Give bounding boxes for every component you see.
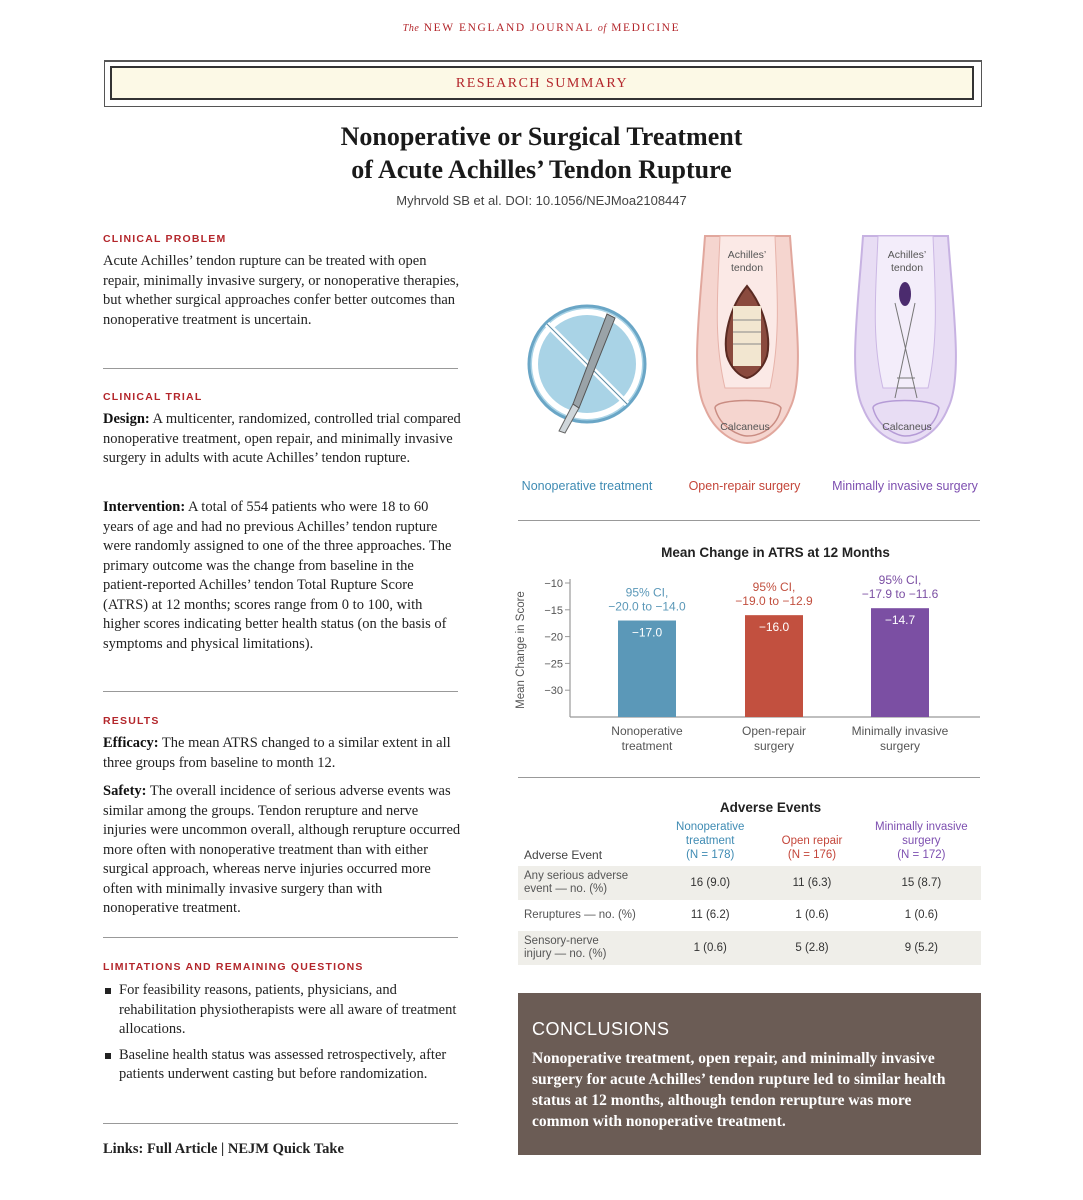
limitations-heading: LIMITATIONS AND REMAINING QUESTIONS [103, 961, 364, 973]
journal-masthead [0, 22, 1083, 34]
ci-label: −20.0 to −14.0 [608, 599, 686, 614]
y-tick-label: −30 [544, 685, 563, 698]
ae-col-header: Adverse Event [524, 848, 603, 862]
results-heading: RESULTS [103, 715, 160, 727]
x-tick-label: surgery [879, 739, 921, 753]
design-label: Design: [103, 411, 150, 427]
journal-the: The [402, 23, 420, 34]
links-label: Links: [103, 1141, 144, 1157]
page-title [0, 120, 1083, 186]
ae-col-text: treatment [685, 835, 735, 847]
y-tick-label: −25 [544, 658, 563, 671]
limitations-list [103, 981, 461, 1091]
minimally-invasive-label: Minimally invasive surgery [832, 479, 978, 493]
x-tick-label: Open-repair [741, 724, 807, 738]
ae-col-minimally-invasive [862, 820, 981, 866]
ae-event [518, 931, 658, 966]
open-repair-label: Open-repair surgery [688, 479, 801, 493]
title-line-2: of Acute Achilles’ Tendon Rupture [351, 155, 732, 184]
y-tick-label: −15 [544, 604, 563, 617]
ae-value: 16 (9.0) [658, 866, 762, 901]
treatment-illustrations [515, 228, 985, 478]
divider [103, 1123, 458, 1124]
adverse-events-title: Adverse Events [719, 800, 822, 815]
nonoperative-label: Nonoperative treatment [521, 479, 653, 493]
efficacy-paragraph [103, 734, 461, 773]
design-text: A multicenter, randomized, controlled trial compared nonoperative treatment, open repair, and minimally invasive surgery in adults with acute Achilles’ tendon rupture. [103, 411, 461, 466]
conclusions-heading: CONCLUSIONS [532, 1019, 670, 1039]
conclusions-text: Nonoperative treatment, open repair, and minimally invasive surgery for acute Achilles’ tendon rupture led to similar health status at 12 months, although tendon rerupture was more common with nonoperative treatment. [532, 1050, 946, 1130]
divider [103, 368, 458, 369]
conclusions-box [518, 993, 981, 1155]
safety-label: Safety: [103, 783, 147, 799]
ae-value: 9 (5.2) [862, 931, 981, 966]
efficacy-label: Efficacy: [103, 735, 159, 751]
ci-label: 95% CI, [752, 580, 796, 595]
chart-title: Mean Change in ATRS at 12 Months [661, 545, 890, 560]
tendon-label-open-2: tendon [730, 262, 764, 274]
ae-col-text: (N = 178) [686, 849, 735, 861]
ae-col-nonoperative [658, 820, 762, 866]
calcaneus-label-open: Calcaneus [720, 421, 770, 433]
table-row [518, 931, 981, 966]
nonoperative-illustration [529, 306, 645, 433]
table-row [518, 901, 981, 931]
y-tick-label: −10 [544, 578, 563, 590]
clinical-problem-heading: CLINICAL PROBLEM [103, 233, 227, 245]
y-axis-label: Mean Change in Score [515, 591, 527, 709]
intervention-label: Intervention: [103, 499, 186, 515]
tendon-label-mis-2: tendon [890, 262, 924, 274]
minimally-invasive-illustration [855, 236, 956, 443]
ae-value: 5 (2.8) [762, 931, 861, 966]
full-article-link[interactable]: Full Article [146, 1141, 218, 1157]
ci-label: 95% CI, [625, 585, 669, 600]
journal-name-2: MEDICINE [611, 22, 681, 34]
x-tick-label: treatment [621, 739, 673, 753]
tendon-label-open-1: Achilles’ [727, 249, 767, 261]
x-tick-label: Nonoperative [611, 724, 683, 738]
title-line-1: Nonoperative or Surgical Treatment [340, 122, 743, 151]
intervention-paragraph [103, 498, 461, 654]
ae-col-text: (N = 172) [897, 849, 946, 861]
ae-event [518, 901, 658, 931]
ae-event-text: Sensory-nerve [524, 935, 599, 947]
list-item: Baseline health status was assessed retrospectively, after patients underwent casting but before randomization. [103, 1046, 461, 1085]
list-item: For feasibility reasons, patients, physicians, and rehabilitation physiotherapists were all aware of treatment allocations. [103, 981, 461, 1040]
ae-value: 1 (0.6) [762, 901, 861, 931]
bar-value-label: −17.0 [631, 625, 663, 640]
bar-value-label: −14.7 [884, 613, 916, 628]
divider [518, 520, 980, 521]
safety-text: The overall incidence of serious adverse events was similar among the groups. Tendon rerupture and nerve injuries were uncommon overall, although rerupture occurred more often with nonoperative treatment than with either surgical approach, whereas nerve injuries occurred more often with minimally invasive surgery than with nonoperative treatment. [103, 783, 461, 916]
ae-col-text: surgery [902, 835, 941, 847]
links-separator: | [221, 1141, 225, 1157]
x-tick-label: surgery [753, 739, 795, 753]
ae-col-text: Nonoperative [676, 821, 745, 833]
ae-event-text: Reruptures — no. (%) [524, 909, 636, 921]
journal-of: of [597, 23, 607, 34]
clinical-trial-heading: CLINICAL TRIAL [103, 391, 203, 403]
ae-event-text: Any serious adverse [524, 870, 629, 882]
ae-col-text: (N = 176) [787, 849, 837, 861]
research-summary-banner: RESEARCH SUMMARY [110, 66, 974, 100]
ae-value: 1 (0.6) [658, 931, 762, 966]
ae-value: 15 (8.7) [862, 866, 981, 901]
divider [518, 777, 980, 778]
ae-value: 11 (6.3) [762, 866, 861, 901]
tendon-label-mis-1: Achilles’ [887, 249, 927, 261]
calcaneus-label-mis: Calcaneus [882, 421, 932, 433]
adverse-events-table [518, 820, 981, 966]
ci-label: −19.0 to −12.9 [735, 594, 813, 609]
ae-value: 1 (0.6) [862, 901, 981, 931]
bar-value-label: −16.0 [758, 620, 790, 635]
quick-take-link[interactable]: NEJM Quick Take [227, 1141, 344, 1157]
ae-event-text: injury — no. (%) [524, 948, 607, 960]
divider [103, 691, 458, 692]
ae-col-open-repair [762, 820, 861, 866]
ci-label: 95% CI, [878, 573, 922, 588]
intervention-text: A total of 554 patients who were 18 to 60 years of age and had no previous Achilles’ tendon rupture were randomly assigned to one of the three approaches. The primary outcome was the change from baseline in the patient-reported Achilles’ tendon Total Rupture Score (ATRS) at 12 months; scores range from 0 to 100, with higher scores indicating better health status (on the basis of symptoms and physical limitations). [103, 499, 452, 652]
efficacy-text: The mean ATRS changed to a similar extent in all three groups from baseline to month 12. [103, 735, 451, 771]
ae-event [518, 866, 658, 901]
clinical-problem-text: Acute Achilles’ tendon rupture can be treated with open repair, minimally invasive surgery, or nonoperative therapies, but whether surgical approaches confer better outcomes than nonoperative treatment is uncertain. [103, 253, 460, 328]
y-tick-label: −20 [544, 631, 563, 644]
ae-value: 11 (6.2) [658, 901, 762, 931]
links-row [103, 1141, 344, 1158]
divider [103, 937, 458, 938]
ae-event-text: event — no. (%) [524, 883, 608, 895]
journal-name-1: NEW ENGLAND JOURNAL [423, 22, 594, 34]
x-tick-label: Minimally invasive [851, 724, 949, 738]
citation: Myhrvold SB et al. DOI: 10.1056/NEJMoa2108447 [396, 193, 687, 208]
open-repair-illustration [697, 236, 798, 443]
ae-col-text: Minimally invasive [875, 821, 968, 833]
atrs-bar-chart [510, 565, 985, 760]
safety-paragraph [103, 782, 461, 919]
ae-col-text: Open repair [781, 835, 843, 847]
ci-label: −17.9 to −11.6 [861, 587, 939, 602]
table-row [518, 866, 981, 901]
design-paragraph [103, 410, 461, 469]
